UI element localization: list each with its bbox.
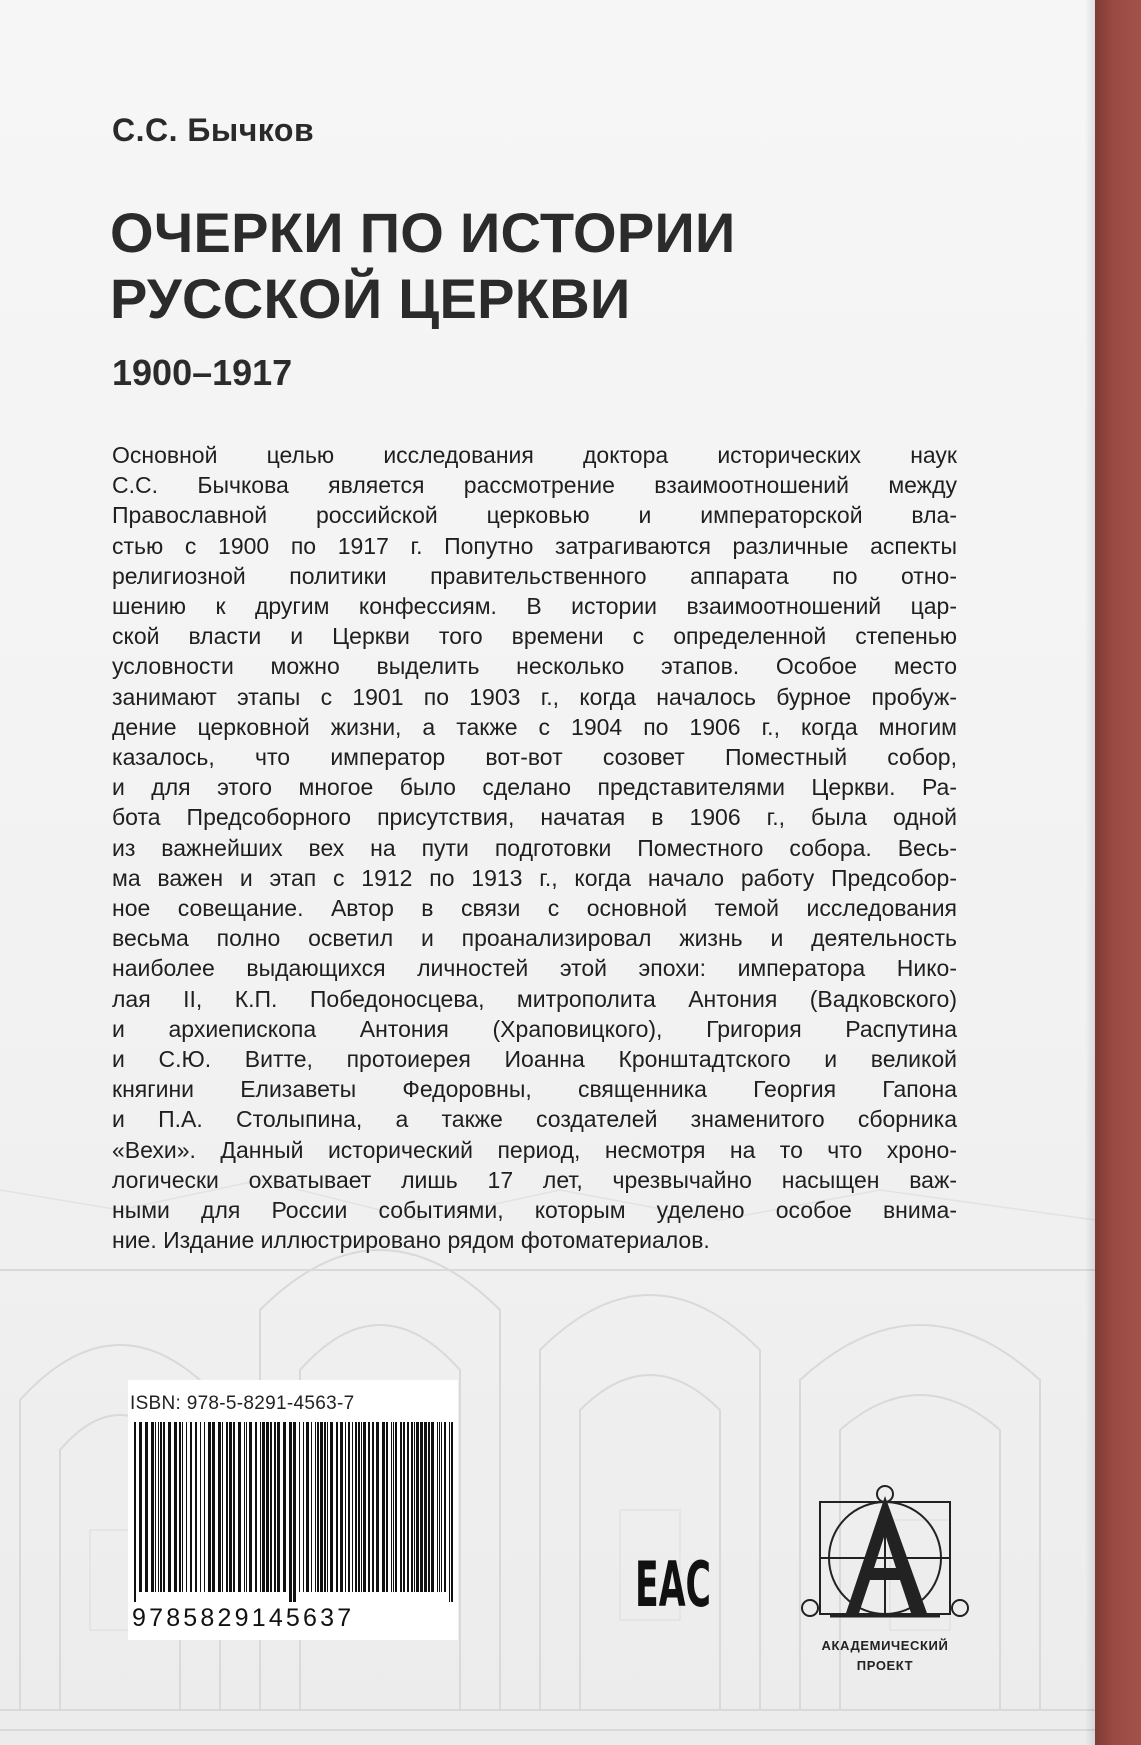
- barcode-bar: [376, 1422, 379, 1592]
- barcode-bar: [431, 1422, 434, 1592]
- barcode-bar: [262, 1422, 265, 1592]
- barcode-bar: [255, 1422, 257, 1592]
- barcode-digits: 9785829145637: [132, 1604, 355, 1632]
- barcode-bar: [330, 1422, 333, 1592]
- barcode-bar: [303, 1422, 304, 1592]
- barcode-bar: [382, 1422, 385, 1592]
- barcode-bar: [179, 1422, 181, 1592]
- barcode-bar: [345, 1422, 346, 1592]
- annotation-line: казалось, что император вот-вот созовет Поместный собор,: [112, 744, 957, 771]
- isbn-label: ISBN: 978-5-8291-4563-7: [130, 1393, 355, 1414]
- barcode-bar: [437, 1422, 438, 1592]
- annotation-line: лая II, К.П. Победоносцева, митрополита Антония (Вадковского): [112, 985, 957, 1012]
- barcode-bar: [134, 1422, 136, 1602]
- annotation-line: занимают этапы с 1901 по 1903 г., когда началось бурное пробуж-: [112, 683, 957, 710]
- barcode-bar: [190, 1422, 192, 1592]
- barcode-bar: [320, 1422, 323, 1592]
- publisher-logo-icon: [800, 1484, 970, 1634]
- barcode: [130, 1422, 458, 1602]
- eac-certification-mark: [634, 1542, 712, 1621]
- barcode-bar: [218, 1422, 221, 1592]
- barcode-bar: [174, 1422, 177, 1592]
- barcode-bar: [315, 1422, 316, 1592]
- barcode-bar: [416, 1422, 419, 1592]
- book-spine: [1095, 0, 1141, 1745]
- barcode-bar: [212, 1422, 215, 1592]
- barcode-bar: [246, 1422, 247, 1592]
- annotation-line: ное совещание. Автор в связи с основной темой исследования: [112, 895, 957, 922]
- barcode-bar: [358, 1422, 360, 1592]
- annotation-line: из важнейших вех на пути подготовки Поместного собора. Весь-: [112, 834, 957, 861]
- annotation-line: условности можно выделить несколько этапов. Особое место: [112, 653, 957, 680]
- barcode-bar: [182, 1422, 183, 1592]
- barcode-bar: [222, 1422, 223, 1592]
- annotation-line: ской власти и Церкви того времени с определенной степенью: [112, 623, 957, 650]
- barcode-bar: [324, 1422, 326, 1592]
- publisher-name-line-2: ПРОЕКТ: [856, 1658, 914, 1673]
- barcode-bar: [352, 1422, 353, 1592]
- barcode-bar: [244, 1422, 245, 1592]
- barcode-bar: [186, 1422, 187, 1592]
- barcode-bar: [411, 1422, 413, 1592]
- barcode-bar: [306, 1422, 309, 1592]
- annotation-line: логически охватывает лишь 17 лет, чрезвычайно насыщен важ-: [112, 1166, 957, 1193]
- annotation-line: «Вехи». Данный исторический период, несмотря на то что хроно-: [112, 1136, 957, 1163]
- barcode-bar: [449, 1422, 450, 1602]
- barcode-bar: [160, 1422, 162, 1592]
- barcode-bar: [200, 1422, 201, 1592]
- barcode-bar: [444, 1422, 446, 1592]
- annotation-line: княгини Елизаветы Федоровны, священника Георгия Гапона: [112, 1076, 957, 1103]
- barcode-bar: [293, 1422, 296, 1602]
- barcode-bar: [163, 1422, 165, 1592]
- annotation-line: ние. Издание иллюстрировано рядом фотоматериалов.: [112, 1227, 710, 1254]
- publisher-name: [790, 1636, 980, 1676]
- eac-mark-text: EAC: [635, 1548, 711, 1621]
- annotation-line: Православной российской церковью и императорской вла-: [112, 502, 957, 529]
- annotation-line: дение церковной жизни, а также с 1904 по 1906 г., когда многим: [112, 713, 957, 740]
- annotation-line: весьма полно осветил и проанализировал жизнь и деятельность: [112, 925, 957, 952]
- barcode-bar: [386, 1422, 388, 1592]
- barcode-bar: [249, 1422, 252, 1592]
- barcode-bar: [270, 1422, 272, 1592]
- barcode-bar: [393, 1422, 394, 1592]
- barcode-bar: [403, 1422, 405, 1592]
- barcode-bar: [229, 1422, 232, 1592]
- annotation-line: ма важен и этап с 1912 по 1913 г., когда начало работу Предсобор-: [112, 864, 957, 891]
- barcode-bar: [372, 1422, 374, 1592]
- barcode-bar: [208, 1422, 211, 1592]
- annotation-line: и для этого многое было сделано представителями Церкви. Ра-: [112, 774, 957, 801]
- publisher-name-line-1: АКАДЕМИЧЕСКИЙ: [821, 1638, 949, 1653]
- barcode-bar: [407, 1422, 409, 1592]
- barcode-bar: [428, 1422, 430, 1592]
- barcode-bar: [317, 1422, 319, 1592]
- barcode-bar: [139, 1422, 142, 1592]
- barcode-bar: [340, 1422, 343, 1592]
- barcode-bar: [145, 1422, 148, 1592]
- barcode-bar: [361, 1422, 362, 1592]
- barcode-bar: [158, 1422, 159, 1592]
- barcode-bar: [327, 1422, 328, 1592]
- barcode-bar: [204, 1422, 205, 1592]
- barcode-bar: [414, 1422, 415, 1592]
- annotation-line: и П.А. Столыпина, а также создателей знаменитого сборника: [112, 1106, 957, 1133]
- barcode-bar: [439, 1422, 440, 1592]
- annotation-line: шению к другим конфессиям. В истории взаимоотношений цар-: [112, 593, 957, 620]
- annotation-line: наиболее выдающихся личностей этой эпохи: императора Нико-: [112, 955, 957, 982]
- annotation-line: стью с 1900 по 1917 г. Попутно затрагиваются различные аспекты: [112, 532, 957, 559]
- barcode-bar: [155, 1422, 156, 1592]
- barcode-bar: [260, 1422, 261, 1592]
- barcode-bar: [226, 1422, 228, 1592]
- barcode-bar: [299, 1422, 300, 1592]
- barcode-bar: [395, 1422, 397, 1592]
- barcode-bar: [451, 1422, 453, 1602]
- barcode-bar: [355, 1422, 357, 1592]
- barcode-bar: [238, 1422, 241, 1592]
- annotation-line: С.С. Бычкова является рассмотрение взаимоотношений между: [112, 472, 957, 499]
- barcode-bar: [336, 1422, 338, 1592]
- barcode-bar: [233, 1422, 235, 1592]
- author-name: С.С. Бычков: [112, 112, 315, 148]
- barcode-bar: [289, 1422, 292, 1602]
- annotation-line: бота Предсоборного присутствия, начатая в 1906 г., была одной: [112, 804, 957, 831]
- barcode-bar: [266, 1422, 269, 1592]
- annotation-line: и С.Ю. Витте, протоиерея Иоанна Кронштадтского и великой: [112, 1046, 957, 1073]
- barcode-bar: [348, 1422, 350, 1592]
- barcode-bar: [151, 1422, 154, 1592]
- barcode-bar: [283, 1422, 286, 1592]
- barcode-bar: [274, 1422, 276, 1592]
- book-title: [110, 200, 736, 332]
- book-years: 1900–1917: [112, 352, 293, 393]
- barcode-bar: [195, 1422, 197, 1592]
- book-annotation: [112, 440, 957, 1255]
- book-title-line-2: РУССКОЙ ЦЕРКВИ: [110, 267, 631, 330]
- barcode-bar: [277, 1422, 280, 1592]
- barcode-bar: [424, 1422, 427, 1592]
- barcode-bar: [368, 1422, 370, 1592]
- barcode-bar: [420, 1422, 423, 1592]
- annotation-line: ными для России событиями, которым уделено особое внима-: [112, 1197, 957, 1224]
- barcode-bar: [441, 1422, 442, 1592]
- book-title-line-1: ОЧЕРКИ ПО ИСТОРИИ: [110, 201, 736, 264]
- annotation-line: Основной целью исследования доктора исторических наук: [112, 442, 957, 468]
- annotation-line: религиозной политики правительственного аппарата по отно-: [112, 562, 957, 589]
- annotation-line: и архиепископа Антония (Храповицкого), Григория Распутина: [112, 1015, 957, 1042]
- barcode-bar: [391, 1422, 392, 1592]
- barcode-bar: [400, 1422, 402, 1592]
- barcode-bar: [363, 1422, 366, 1592]
- barcode-bar: [168, 1422, 171, 1592]
- barcode-bar: [311, 1422, 312, 1592]
